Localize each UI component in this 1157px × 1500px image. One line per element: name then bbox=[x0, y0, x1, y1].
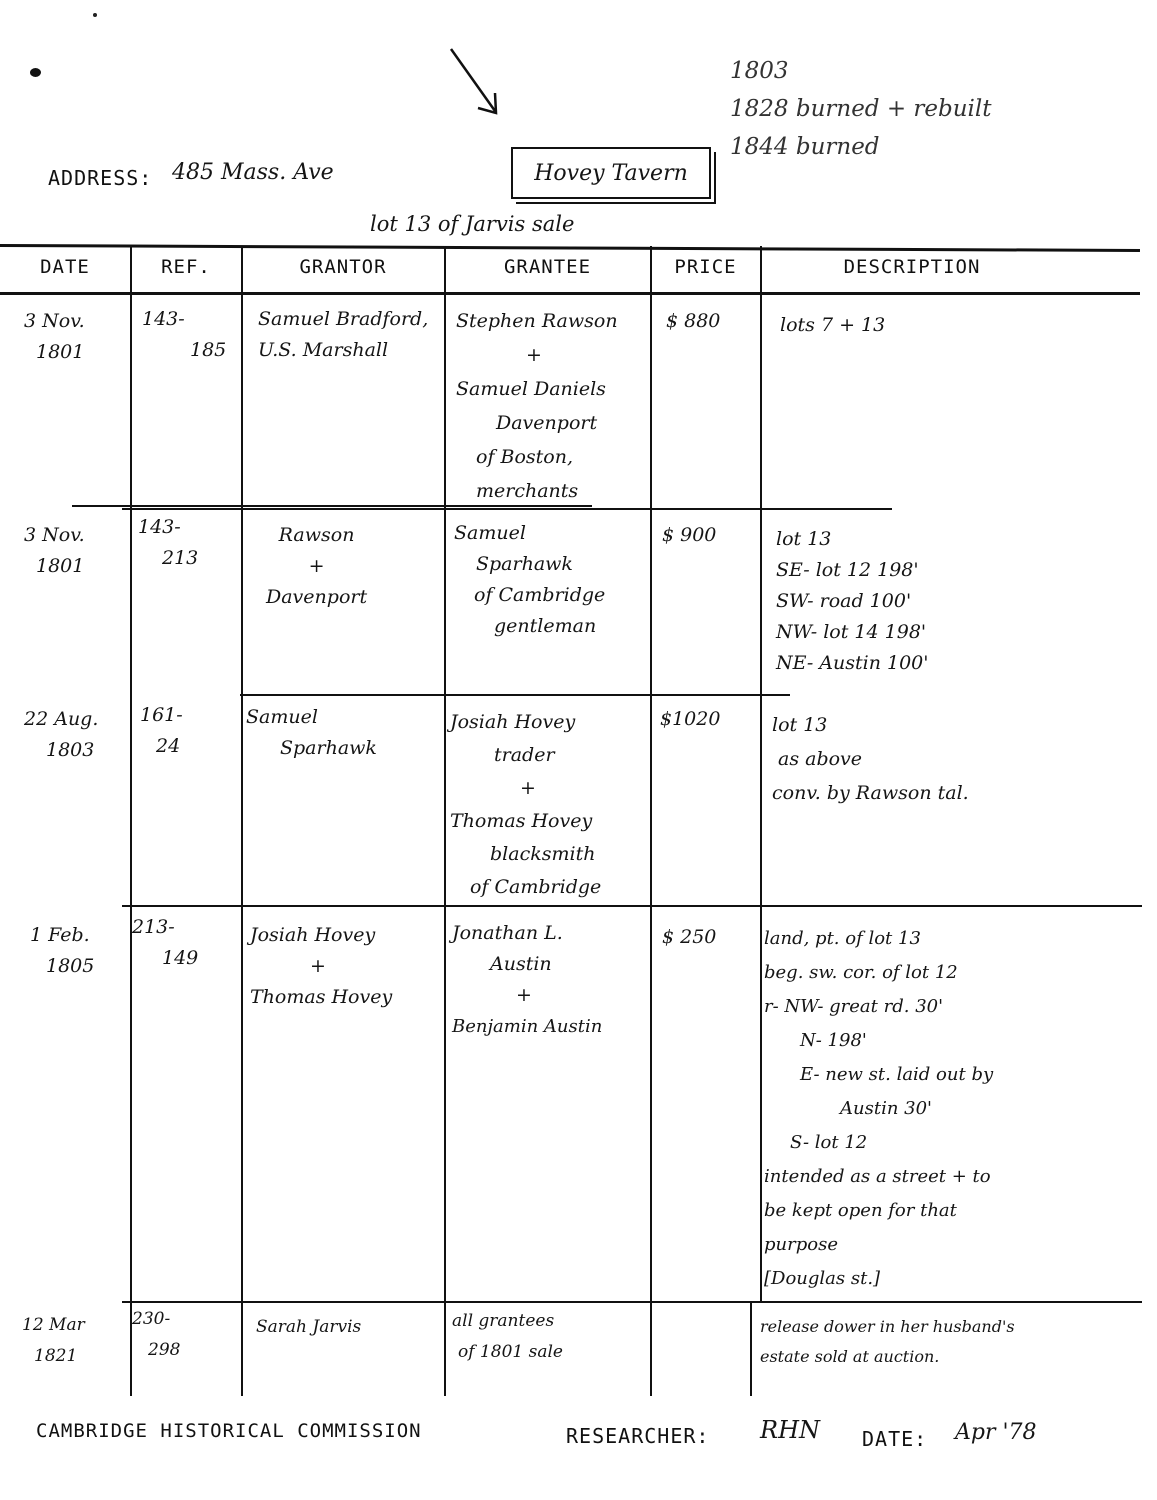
grantee-line: + bbox=[520, 777, 536, 799]
grantor-line: + bbox=[310, 955, 326, 977]
description-line: intended as a street + to bbox=[764, 1166, 991, 1187]
date-line: 22 Aug. bbox=[24, 708, 99, 730]
lot-note: lot 13 of Jarvis sale bbox=[370, 212, 575, 236]
description-line: conv. by Rawson tal. bbox=[772, 782, 969, 804]
date-line: 12 Mar bbox=[22, 1315, 85, 1335]
row-1-price: $ 880 bbox=[666, 310, 721, 332]
row-5-grantor bbox=[256, 1312, 361, 1343]
description-line: estate sold at auction. bbox=[760, 1347, 940, 1366]
grantee-line: all grantees bbox=[452, 1311, 555, 1331]
row-2-ref bbox=[138, 512, 198, 574]
description-line: N- 198' bbox=[800, 1030, 867, 1051]
grantee-line: of Cambridge bbox=[470, 876, 602, 898]
property-name-box bbox=[511, 147, 711, 199]
date-line: 1801 bbox=[36, 555, 85, 577]
grantor-line: Davenport bbox=[266, 586, 368, 608]
ref-line: 230- bbox=[132, 1309, 171, 1329]
column-rule bbox=[650, 246, 652, 1396]
row-2-grantee bbox=[454, 518, 605, 642]
row-3-date bbox=[24, 704, 98, 766]
grantor-line: Samuel bbox=[246, 706, 318, 728]
grantee-line: Josiah Hovey bbox=[450, 711, 576, 733]
grantee-line: Sparhawk bbox=[476, 553, 573, 575]
row-5-date bbox=[22, 1310, 85, 1372]
row-1-date bbox=[24, 306, 85, 368]
grantee-line: Thomas Hovey bbox=[450, 810, 593, 832]
grantor-line: Sarah Jarvis bbox=[256, 1317, 362, 1337]
ref-line: 161- bbox=[140, 704, 183, 726]
description-line: lot 13 bbox=[772, 714, 828, 736]
ref-line: 298 bbox=[148, 1340, 181, 1360]
description-line: [Douglas st.] bbox=[764, 1268, 881, 1289]
date-line: 1801 bbox=[36, 341, 85, 363]
column-header-description: DESCRIPTION bbox=[843, 256, 981, 278]
description-line: land, pt. of lot 13 bbox=[764, 928, 921, 949]
row-4-grantee bbox=[452, 918, 602, 1042]
row-4-grantor bbox=[250, 920, 392, 1013]
description-line: be kept open for that bbox=[764, 1200, 957, 1221]
date-line: 3 Nov. bbox=[24, 310, 85, 332]
column-header-price: PRICE bbox=[674, 256, 737, 278]
row-5-grantee bbox=[452, 1306, 563, 1368]
grantee-line: Davenport bbox=[496, 412, 598, 434]
description-line: beg. sw. cor. of lot 12 bbox=[764, 962, 958, 983]
date-line: 3 Nov. bbox=[24, 524, 85, 546]
ink-dot bbox=[93, 13, 97, 17]
grantor-line: + bbox=[308, 555, 325, 577]
date-value: Apr '78 bbox=[955, 1420, 1037, 1445]
researcher-label: RESEARCHER: bbox=[566, 1424, 710, 1448]
row-rule bbox=[122, 905, 1142, 907]
ref-line: 143- bbox=[138, 516, 181, 538]
row-3-description bbox=[772, 708, 969, 810]
grantor-line: Josiah Hovey bbox=[250, 924, 376, 946]
researcher-initials: RHN bbox=[760, 1416, 820, 1444]
row-2-grantor bbox=[266, 520, 367, 613]
column-header-ref: REF. bbox=[161, 256, 211, 278]
grantee-line: Benjamin Austin bbox=[452, 1016, 603, 1037]
grantee-line: merchants bbox=[476, 480, 579, 502]
description-line: NW- lot 14 198' bbox=[776, 621, 927, 643]
description-line: r- NW- great rd. 30' bbox=[764, 996, 944, 1017]
row-5-ref bbox=[132, 1304, 180, 1366]
grantee-line: blacksmith bbox=[490, 843, 596, 865]
row-2-date bbox=[24, 520, 85, 582]
row-3-ref bbox=[140, 700, 183, 762]
description-line: lots 7 + 13 bbox=[780, 314, 886, 336]
description-line: Austin 30' bbox=[840, 1098, 932, 1119]
grantee-line: Samuel bbox=[454, 522, 526, 544]
grantee-line: of 1801 sale bbox=[458, 1342, 563, 1362]
footer-organization: CAMBRIDGE HISTORICAL COMMISSION bbox=[36, 1420, 422, 1442]
row-1-ref bbox=[142, 304, 226, 366]
grantee-line: of Cambridge bbox=[474, 584, 606, 606]
description-line: E- new st. laid out by bbox=[800, 1064, 994, 1085]
ref-line: 213 bbox=[162, 547, 199, 569]
row-2-description bbox=[776, 524, 929, 679]
ref-line: 149 bbox=[162, 947, 199, 969]
column-header-date: DATE bbox=[40, 256, 90, 278]
down-arrow-icon bbox=[445, 45, 505, 120]
row-3-grantee bbox=[450, 706, 601, 904]
grantee-line: gentleman bbox=[494, 615, 597, 637]
grantor-line: Sparhawk bbox=[280, 737, 377, 759]
margin-note: 1803 bbox=[730, 58, 789, 84]
margin-notes bbox=[730, 52, 992, 166]
ref-line: 185 bbox=[190, 339, 227, 361]
description-line: S- lot 12 bbox=[790, 1132, 868, 1153]
row-1-description bbox=[780, 310, 885, 341]
column-header-grantee: GRANTEE bbox=[503, 256, 592, 278]
description-line: lot 13 bbox=[776, 528, 832, 550]
date-label: DATE: bbox=[862, 1427, 928, 1451]
description-line: purpose bbox=[764, 1234, 838, 1255]
row-3-grantor bbox=[246, 702, 377, 764]
row-4-ref bbox=[132, 912, 198, 974]
ink-blot bbox=[30, 68, 41, 77]
row-4-description bbox=[764, 922, 993, 1296]
margin-note: 1828 burned + rebuilt bbox=[730, 96, 992, 122]
grantee-line: + bbox=[516, 984, 532, 1006]
ref-line: 213- bbox=[132, 916, 175, 938]
grantee-line: Jonathan L. bbox=[452, 922, 563, 944]
column-rule bbox=[444, 246, 446, 1396]
row-4-date bbox=[30, 920, 94, 982]
row-4-price: $ 250 bbox=[662, 926, 717, 948]
column-rule bbox=[760, 246, 762, 1301]
date-line: 1805 bbox=[46, 955, 95, 977]
grantee-line: + bbox=[526, 344, 542, 366]
description-line: as above bbox=[778, 748, 863, 770]
grantor-line: Samuel Bradford, bbox=[258, 308, 429, 330]
column-rule bbox=[130, 246, 132, 1396]
row-rule bbox=[122, 1301, 1142, 1303]
grantee-line: Stephen Rawson bbox=[456, 310, 618, 332]
grantee-line: Samuel Daniels bbox=[456, 378, 606, 400]
address-label: ADDRESS: bbox=[48, 166, 153, 190]
row-2-price: $ 900 bbox=[662, 524, 717, 546]
row-3-price: $1020 bbox=[660, 708, 721, 730]
date-line: 1 Feb. bbox=[30, 924, 90, 946]
description-line: SW- road 100' bbox=[776, 590, 912, 612]
row-1-grantee bbox=[456, 304, 618, 508]
address-value: 485 Mass. Ave bbox=[172, 160, 334, 185]
description-line: release dower in her husband's bbox=[760, 1317, 1015, 1336]
ref-line: 143- bbox=[142, 308, 185, 330]
header-top-rule bbox=[0, 244, 1140, 252]
row-rule bbox=[122, 508, 892, 510]
date-line: 1803 bbox=[46, 739, 95, 761]
description-line: SE- lot 12 198' bbox=[776, 559, 919, 581]
grantor-line: Thomas Hovey bbox=[250, 986, 393, 1008]
grantor-line: Rawson bbox=[278, 524, 355, 546]
date-line: 1821 bbox=[34, 1346, 78, 1366]
margin-note: 1844 burned bbox=[730, 134, 880, 160]
grantee-line: of Boston, bbox=[476, 446, 574, 468]
column-header-grantor: GRANTOR bbox=[299, 256, 387, 278]
column-rule bbox=[750, 1301, 752, 1396]
property-name: Hovey Tavern bbox=[534, 160, 688, 186]
header-bottom-rule bbox=[0, 292, 1140, 295]
grantor-line: U.S. Marshall bbox=[258, 339, 389, 361]
grantee-line: Austin bbox=[490, 953, 552, 975]
ref-line: 24 bbox=[156, 735, 181, 757]
row-rule bbox=[240, 694, 790, 696]
row-1-grantor bbox=[258, 304, 428, 366]
grantee-line: trader bbox=[494, 744, 555, 766]
row-5-description bbox=[760, 1312, 1015, 1372]
description-line: NE- Austin 100' bbox=[776, 652, 929, 674]
column-rule bbox=[241, 246, 243, 1396]
